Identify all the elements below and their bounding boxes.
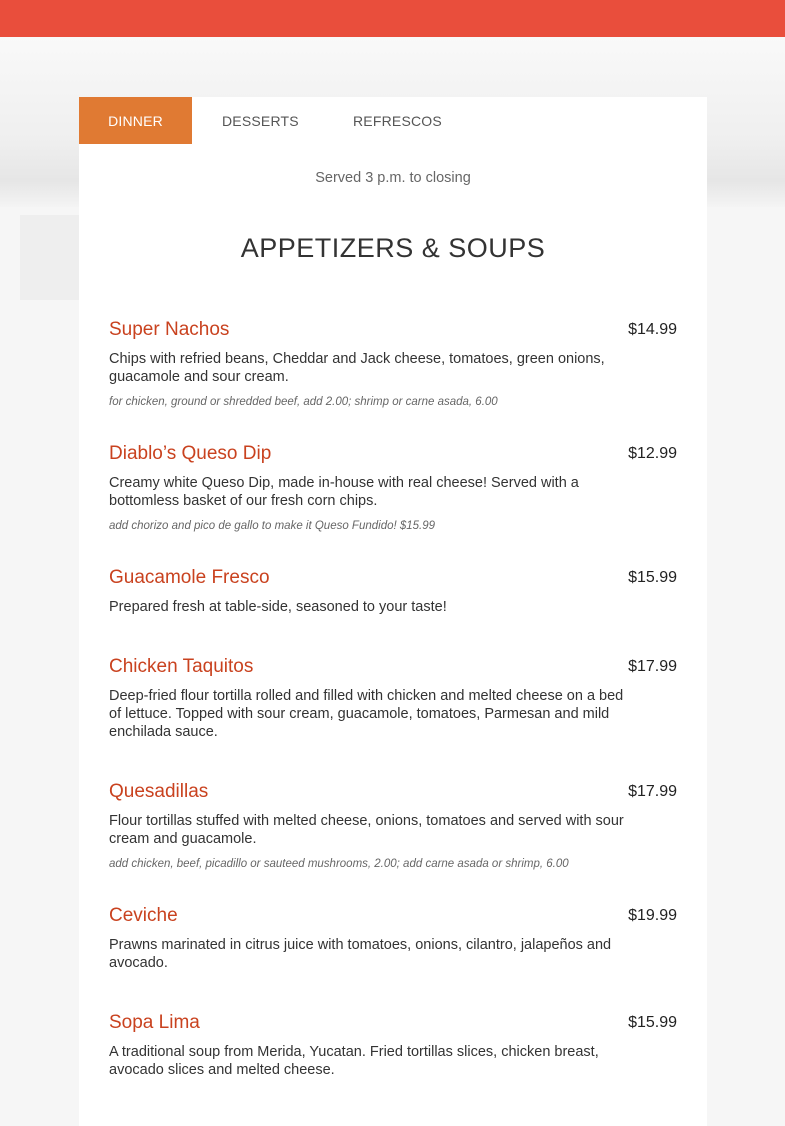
item-description: A traditional soup from Merida, Yucatan. Fried tortillas slices, chicken breast, avocado slices and melted cheese. (109, 1044, 599, 1078)
menu-item-chicken-taquitos (109, 656, 677, 741)
item-name: Quesadillas (109, 781, 209, 802)
menu-item-sopa-lima (109, 1012, 677, 1079)
tab-desserts[interactable]: DESSERTS (222, 112, 299, 129)
item-note: add chicken, beef, picadillo or sauteed mushrooms, 2.00; add carne asada or shrimp, 6.00 (109, 858, 569, 870)
item-price: $17.99 (628, 658, 677, 675)
item-price: $15.99 (628, 569, 677, 586)
item-name: Sopa Lima (109, 1012, 200, 1033)
top-bar (0, 0, 785, 37)
item-description: Prepared fresh at table-side, seasoned to your taste! (109, 599, 447, 615)
item-price: $14.99 (628, 321, 677, 338)
item-price: $15.99 (628, 1014, 677, 1031)
item-price: $17.99 (628, 783, 677, 800)
menu-item-quesadillas (109, 781, 677, 870)
item-note: add chorizo and pico de gallo to make it Queso Fundido! $15.99 (109, 520, 436, 532)
item-description: Flour tortillas stuffed with melted cheese, onions, tomatoes and served with sour cream and guacamole. (109, 813, 624, 847)
tab-refrescos[interactable]: REFRESCOS (353, 112, 442, 129)
section-title: APPETIZERS & SOUPS (240, 233, 546, 263)
item-description: Chips with refried beans, Cheddar and Jack cheese, tomatoes, green onions, guacamole and sour cream. (109, 351, 605, 385)
menu-item-super-nachos (109, 319, 677, 408)
item-name: Guacamole Fresco (109, 567, 270, 588)
item-name: Chicken Taquitos (109, 656, 254, 677)
menu-tabs (79, 97, 442, 144)
menu-item-guacamole-fresco (109, 567, 677, 616)
item-description: Creamy white Queso Dip, made in-house with real cheese! Served with a bottomless basket of our fresh corn chips. (109, 475, 579, 509)
item-name: Ceviche (109, 905, 178, 926)
item-note: for chicken, ground or shredded beef, add 2.00; shrimp or carne asada, 6.00 (109, 396, 498, 408)
menu-card (79, 97, 707, 1126)
item-description: Prawns marinated in citrus juice with tomatoes, onions, cilantro, jalapeños and avocado. (109, 937, 612, 971)
item-price: $19.99 (628, 907, 677, 924)
item-description: Deep-fried flour tortilla rolled and filled with chicken and melted cheese on a bed of lettuce. Topped with sour cream, guacamole, tomatoes, Parmesan and mild enchilada sauce. (109, 688, 624, 740)
menu-item-ceviche (109, 905, 677, 972)
item-name: Super Nachos (109, 319, 230, 340)
tab-dinner[interactable]: DINNER (79, 97, 192, 144)
item-price: $12.99 (628, 445, 677, 462)
served-hours-text: Served 3 p.m. to closing (315, 170, 471, 186)
item-name: Diablo’s Queso Dip (109, 443, 272, 464)
menu-item-diablos-queso-dip (109, 443, 677, 532)
